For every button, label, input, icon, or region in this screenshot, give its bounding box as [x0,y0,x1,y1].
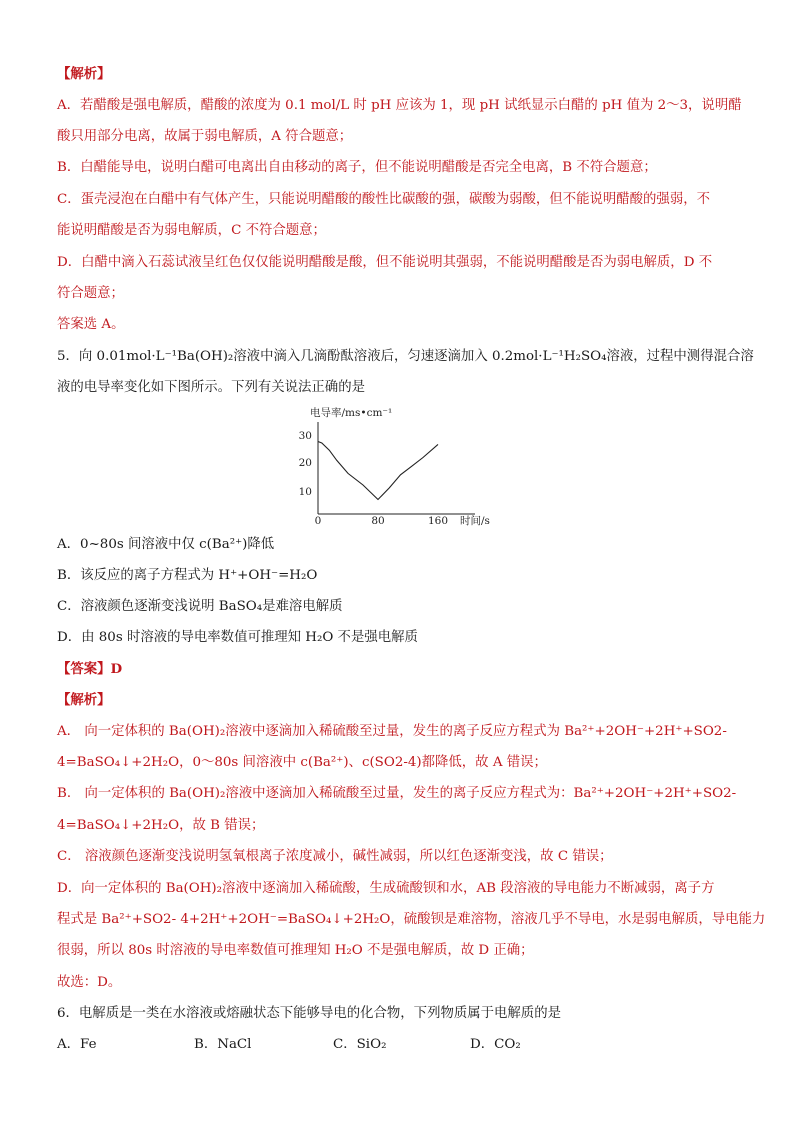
answer-line: 答案选 A。 [57,317,125,332]
analysis-heading: 【解析】 [57,692,111,708]
x-axis-label: 时间/s [460,515,490,527]
option-a: A．Fe [57,1037,97,1052]
option-c: C．溶液颜色逐渐变浅说明 BaSO₄是难溶电解质 [57,599,343,614]
question-6-options [57,1035,742,1055]
x-tick-label: 0 [314,515,322,527]
analysis-line: B． 向一定体积的 Ba(OH)₂溶液中逐滴加入稀硫酸至过量，发生的离子反应方程式为：Ba²⁺+2OH⁻+2H⁺+SO2- [57,786,737,801]
x-tick-label: 160 [427,515,449,527]
conductivity-series-line [318,442,438,500]
y-tick-label: 30 [298,430,312,442]
analysis-line: 4=BaSO₄↓+2H₂O，故 B 错误； [57,818,265,833]
option-d: D．由 80s 时溶液的导电率数值可推理知 H₂O 不是强电解质 [57,630,418,645]
conclusion-line: 故选：D。 [57,975,122,990]
analysis-line: A．若醋酸是强电解质，醋酸的浓度为 0.1 mol/L 时 pH 应该为 1，现 pH 试纸显示白醋的 pH 值为 2～3，说明醋 [57,98,742,113]
analysis-line: 程式是 Ba²⁺+SO2- 4+2H⁺+2OH⁻=BaSO₄↓+2H₂O，硫酸钡是难溶物，溶液几乎不导电，水是弱电解质，导电能力 [57,912,766,927]
analysis-line: D．白醋中滴入石蕊试液呈红色仅仅能说明醋酸是酸，但不能说明其强弱，不能说明醋酸是否为弱电解质，D 不 [57,255,713,270]
analysis-line: 酸只用部分电离，故属于弱电解质，A 符合题意； [57,129,353,144]
question-6-stem: 6．电解质是一类在水溶液或熔融状态下能够导电的化合物，下列物质属于电解质的是 [57,1006,561,1021]
analysis-line: C．蛋壳浸泡在白醋中有气体产生，只能说明醋酸的酸性比碳酸的强，碳酸为弱酸，但不能说明醋酸的强弱，不 [57,192,710,207]
conductivity-chart [290,402,520,530]
analysis-line: 符合题意； [57,286,124,301]
analysis-line: B．白醋能导电，说明白醋可电离出自由移动的离子，但不能说明醋酸是否完全电离，B 不符合题意； [57,160,657,175]
analysis-line: C． 溶液颜色逐渐变浅说明氢氧根离子浓度减小，碱性减弱，所以红色逐渐变浅，故 C 错误； [57,849,613,864]
analysis-heading: 【解析】 [57,66,111,82]
x-tick-label: 80 [371,515,385,527]
y-axis-label: 电导率/ms•cm⁻¹ [310,407,393,419]
y-tick-label: 20 [298,457,312,469]
analysis-line: 4=BaSO₄↓+2H₂O，0～80s 间溶液中 c(Ba²⁺)、c(SO2-4)都降低，故 A 错误； [57,755,547,770]
question-5-stem: 5．向 0.01mol·L⁻¹Ba(OH)₂溶液中滴入几滴酚酞溶液后，匀速逐滴加入 0.2mol·L⁻¹H₂SO₄溶液，过程中测得混合溶 [57,349,754,364]
y-tick-label: 10 [298,486,312,498]
analysis-line: A． 向一定体积的 Ba(OH)₂溶液中逐滴加入稀硫酸至过量，发生的离子反应方程式为 Ba²⁺+2OH⁻+2H⁺+SO2- [57,724,727,739]
analysis-line: 很弱，所以 80s 时溶液的导电率数值可推理知 H₂O 不是强电解质，故 D 正确； [57,943,534,958]
option-a: A．0~80s 间溶液中仅 c(Ba²⁺)降低 [57,537,275,552]
analysis-line: 能说明醋酸是否为弱电解质，C 不符合题意； [57,223,326,238]
option-b: B．该反应的离子方程式为 H⁺+OH⁻=H₂O [57,568,318,583]
analysis-line: D．向一定体积的 Ba(OH)₂溶液中逐滴加入稀硫酸，生成硫酸钡和水，AB 段溶液的导电能力不断减弱，离子方 [57,881,715,896]
option-d: D．CO₂ [470,1037,521,1052]
question-5-stem: 液的电导率变化如下图所示。下列有关说法正确的是 [57,380,365,395]
answer-heading: 【答案】D [57,661,123,677]
option-b: B．NaCl [194,1037,252,1052]
option-c: C．SiO₂ [333,1037,387,1052]
